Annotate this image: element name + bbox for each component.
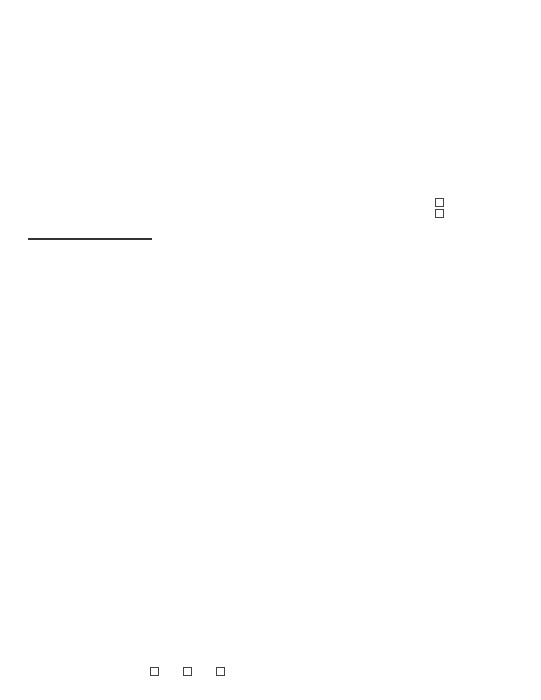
empty-cell-icon [435, 198, 444, 207]
top-legend-item [435, 209, 539, 218]
bottom-legend-items [150, 667, 530, 676]
top-legend-item [435, 198, 539, 207]
cross-cell-icon [216, 667, 225, 676]
section-divider [28, 238, 152, 240]
top-legend [435, 196, 539, 220]
bottom-legend [150, 664, 530, 676]
cross-cell-icon [183, 667, 192, 676]
cross-cell-icon [435, 209, 444, 218]
empty-cell-icon [150, 667, 159, 676]
